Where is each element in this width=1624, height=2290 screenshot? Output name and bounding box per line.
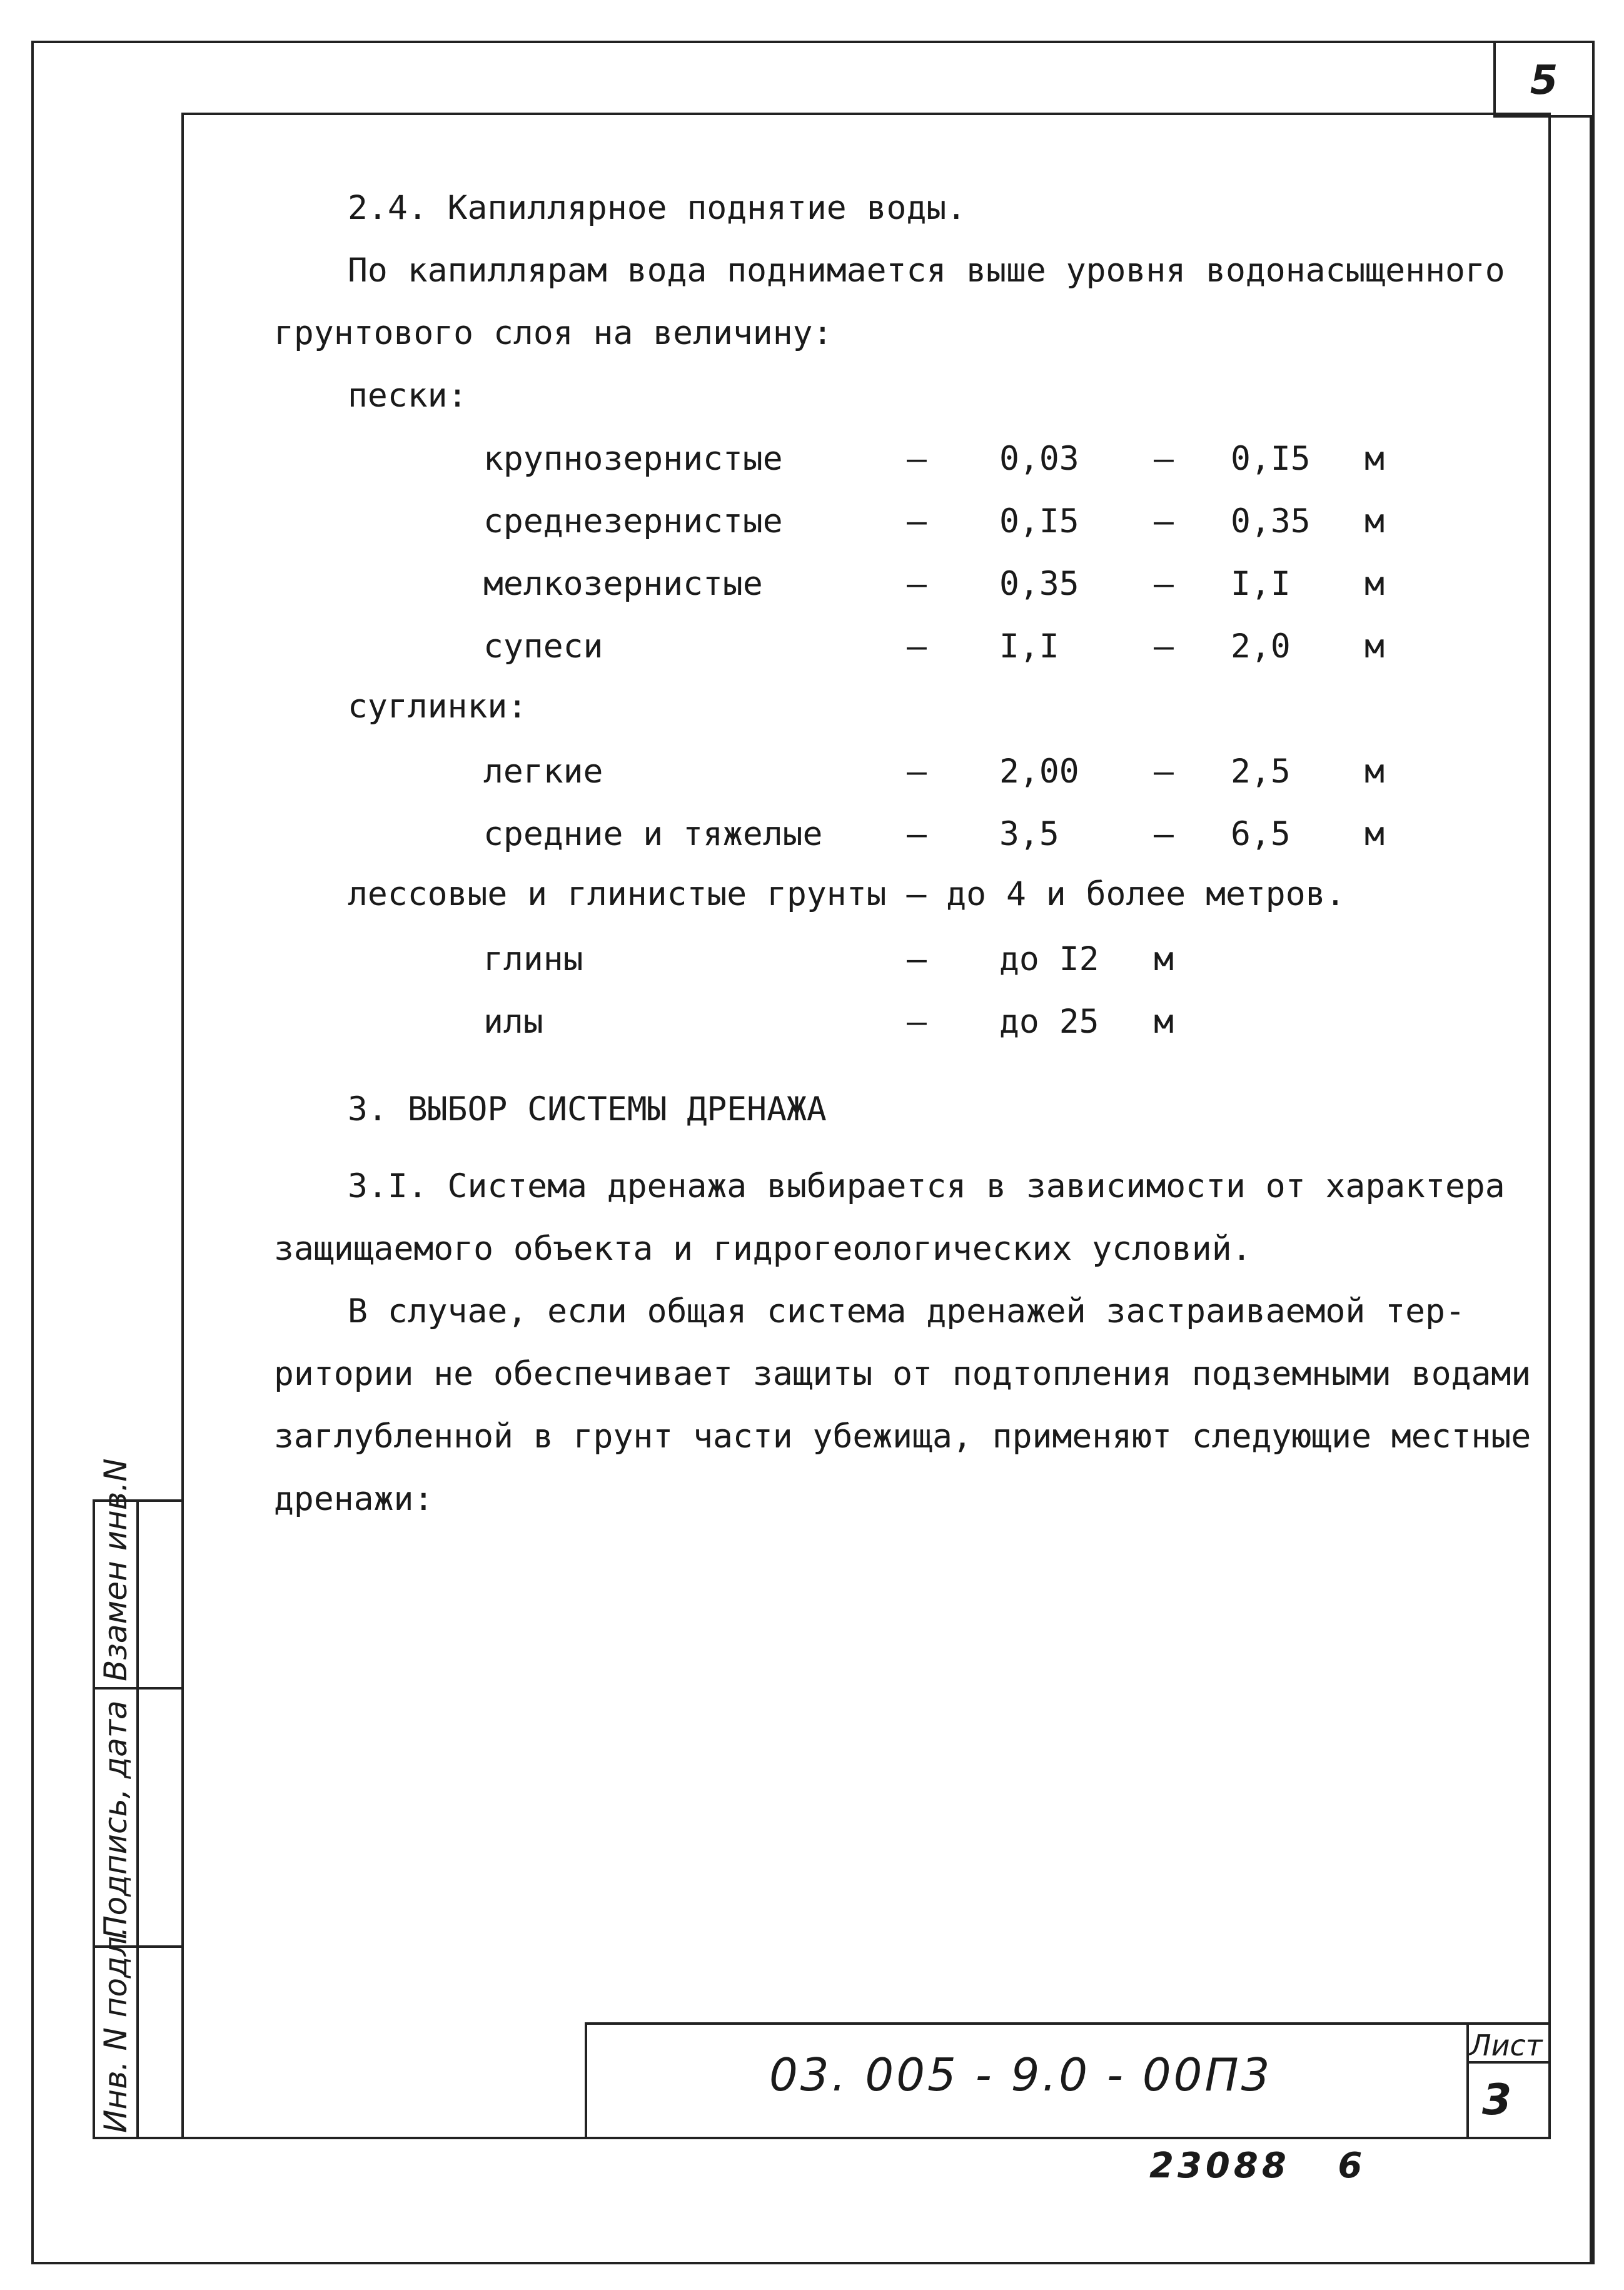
soil-name: мелкозернистые	[483, 565, 763, 603]
unit: м	[1364, 502, 1384, 540]
value-from: 0,I5	[999, 502, 1079, 540]
document-designation: 03. 005 - 9.0 - 00П3	[769, 2049, 1273, 2101]
footer-code: 23088 6	[1149, 2146, 1366, 2186]
dash: –	[1154, 440, 1174, 478]
value-to: 6,5	[1231, 815, 1291, 853]
unit: м	[1364, 752, 1384, 791]
section-3-p2-line-3: заглубленной в грунт части убежища, применяют следующие местные	[274, 1417, 1531, 1456]
value-to: 2,5	[1231, 752, 1291, 791]
dash: –	[907, 940, 927, 978]
group-loams: суглинки:	[348, 687, 528, 726]
section-3-p2-line-1: В случае, если общая система дренажей застраиваемой тер-	[348, 1292, 1465, 1330]
soil-name: илы	[483, 1003, 543, 1041]
section-3-p2-line-4: дренажи:	[274, 1480, 434, 1518]
soil-name: глины	[483, 940, 583, 978]
section-3-p2-line-2: ритории не обеспечивает защиты от подтопления подземными водами	[274, 1355, 1531, 1393]
section-3-heading: 3. ВЫБОР СИСТЕМЫ ДРЕНАЖА	[348, 1090, 827, 1128]
value-from: 0,35	[999, 565, 1079, 603]
unit: м	[1364, 565, 1384, 603]
value-from: I,I	[999, 627, 1059, 666]
dash: –	[907, 815, 927, 853]
side-stamp-divider	[136, 1499, 139, 2139]
page-number: 5	[1530, 58, 1558, 104]
dash: –	[1154, 627, 1174, 666]
section-3-p1-line-2: защищаемого объекта и гидрогеологических условий.	[274, 1230, 1252, 1268]
sheet-label: Лист	[1470, 2029, 1543, 2062]
soil-name: супеси	[483, 627, 603, 666]
unit: м	[1364, 627, 1384, 666]
dash: –	[907, 440, 927, 478]
section-3-p1-line-1: 3.I. Система дренажа выбирается в зависимости от характера	[348, 1167, 1505, 1205]
section-2-4-heading: 2.4. Капиллярное поднятие воды.	[348, 189, 967, 227]
unit: м	[1154, 1003, 1174, 1041]
replaces-inv-label: Взамен инв.N	[98, 1458, 134, 1681]
page-number-side-rule	[1590, 118, 1592, 2264]
side-stamp-rule	[93, 1687, 184, 1690]
value-from: 3,5	[999, 815, 1059, 853]
dash: –	[907, 752, 927, 791]
dash: –	[1154, 502, 1174, 540]
dash: –	[1154, 815, 1174, 853]
intro-line-1: По капиллярам вода поднимается выше уровня водонасыщенного	[348, 251, 1505, 290]
dash: –	[1154, 565, 1174, 603]
dash: –	[907, 627, 927, 666]
value-upto: до 25	[999, 1003, 1099, 1041]
dash: –	[907, 565, 927, 603]
dash: –	[907, 1003, 927, 1041]
unit: м	[1364, 440, 1384, 478]
unit: м	[1364, 815, 1384, 853]
signature-date-label: Подпись, дата	[98, 1700, 134, 1939]
intro-line-2: грунтового слоя на величину:	[274, 314, 833, 352]
value-upto: до I2	[999, 940, 1099, 978]
sheet-number: 3	[1482, 2075, 1512, 2125]
value-to: 0,I5	[1231, 440, 1311, 478]
title-block-divider	[1466, 2022, 1469, 2139]
value-from: 0,03	[999, 440, 1079, 478]
dash: –	[907, 502, 927, 540]
dash: –	[1154, 752, 1174, 791]
loess-note: лессовые и глинистые грунты – до 4 и более метров.	[348, 875, 1346, 913]
group-sands: пески:	[348, 377, 468, 415]
soil-name: среднезернистые	[483, 502, 783, 540]
value-to: 0,35	[1231, 502, 1311, 540]
soil-name: средние и тяжелые	[483, 815, 823, 853]
inv-original-label: Инв. N подл.	[98, 1926, 134, 2133]
soil-name: легкие	[483, 752, 603, 791]
value-from: 2,00	[999, 752, 1079, 791]
value-to: I,I	[1231, 565, 1291, 603]
value-to: 2,0	[1231, 627, 1291, 666]
soil-name: крупнозернистые	[483, 440, 783, 478]
unit: м	[1154, 940, 1174, 978]
